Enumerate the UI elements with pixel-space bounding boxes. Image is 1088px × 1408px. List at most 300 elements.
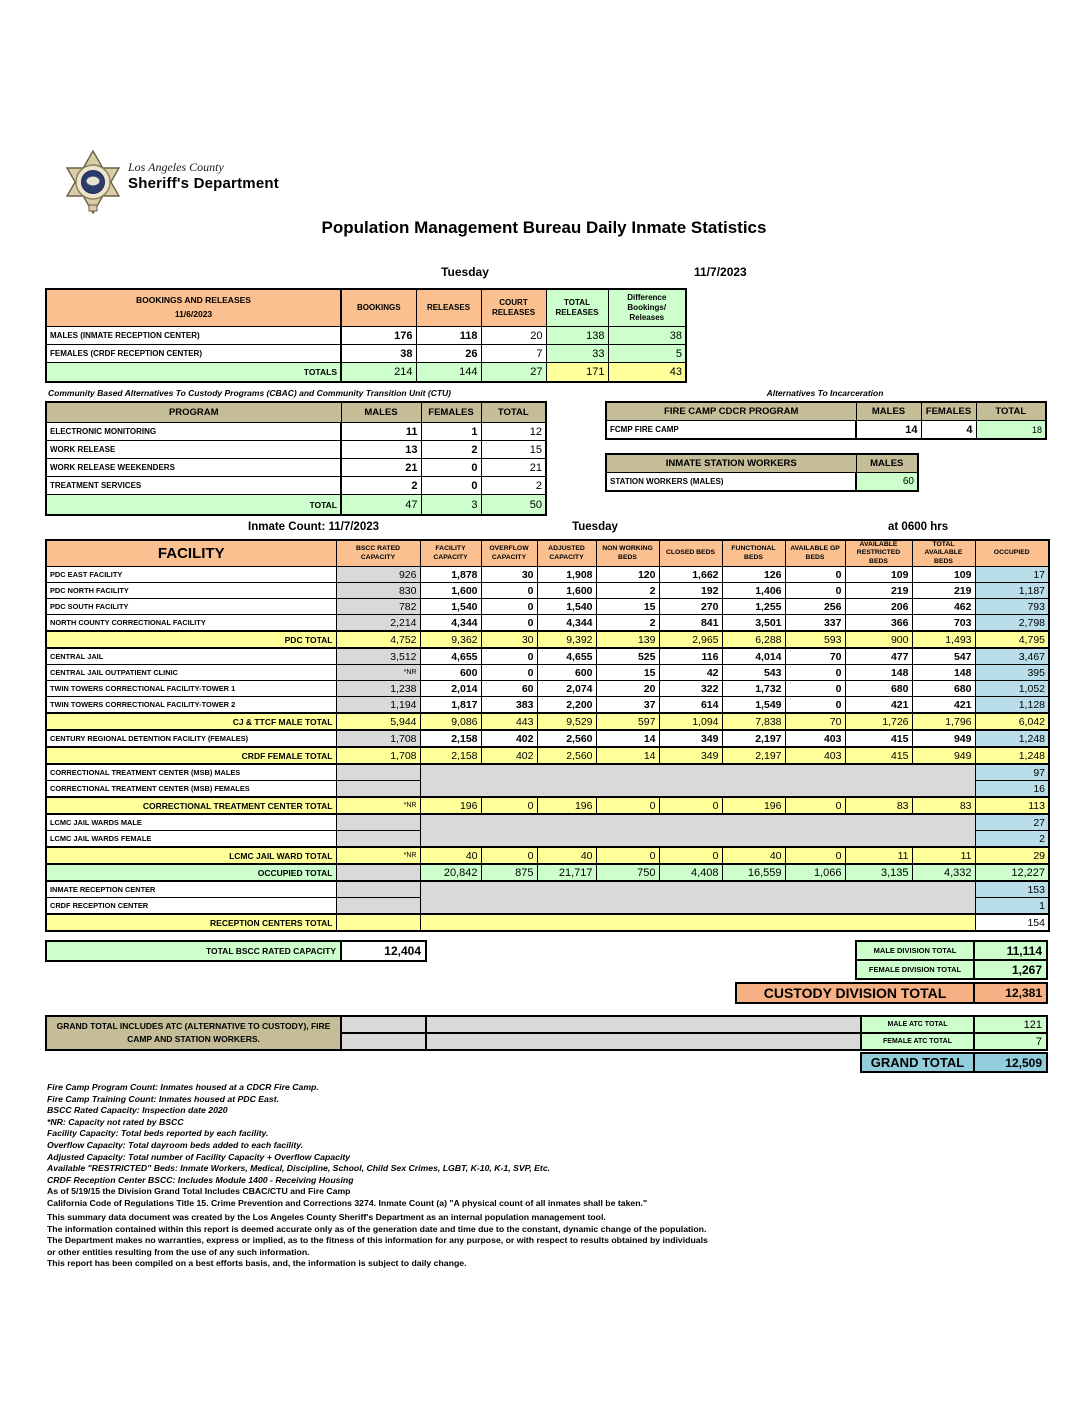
inmate-count-label: Inmate Count: 11/7/2023 xyxy=(248,521,380,533)
value-cell: 593 xyxy=(785,631,845,648)
value-cell: 383 xyxy=(481,697,537,714)
value-cell: 109 xyxy=(912,567,975,583)
value-cell: 900 xyxy=(845,631,912,648)
cbac-data-row xyxy=(46,477,546,495)
occupied-value: 27 xyxy=(975,814,1049,831)
grand-total-note: GRAND TOTAL INCLUDES ATC (ALTERNATIVE TO CUSTODY), FIRE CAMP AND STATION WORKERS. xyxy=(45,1015,342,1051)
females-value: 0 xyxy=(421,459,481,477)
totals-value: 27 xyxy=(481,363,546,383)
value-cell: 26 xyxy=(416,345,481,363)
column-header: Difference Bookings/ Releases xyxy=(608,289,686,327)
sheriff-star-icon xyxy=(62,150,124,214)
value-cell: 403 xyxy=(785,747,845,764)
facility-label: CENTURY REGIONAL DETENTION FACILITY (FEMALES) xyxy=(46,730,336,747)
bscc-capacity xyxy=(336,864,420,881)
bscc-capacity xyxy=(336,781,420,798)
grand-spacer-cell xyxy=(340,1032,427,1051)
table-row xyxy=(606,454,918,473)
value-cell: 40 xyxy=(420,847,481,864)
total-total: 50 xyxy=(481,495,546,516)
value-cell: 525 xyxy=(596,648,659,665)
value-cell: 38 xyxy=(341,345,416,363)
value-cell: 11 xyxy=(845,847,912,864)
value-cell: 270 xyxy=(659,599,722,615)
value-cell: 841 xyxy=(659,615,722,632)
row-label: FEMALES (CRDF RECEPTION CENTER) xyxy=(46,345,341,363)
bscc-capacity xyxy=(336,764,420,781)
males-value: 2 xyxy=(341,477,421,495)
value-cell: 206 xyxy=(845,599,912,615)
fire-camp-total: 18 xyxy=(976,421,1046,440)
value-cell: 421 xyxy=(912,697,975,714)
cbac-data-row xyxy=(46,423,546,441)
disclaimer-line: The Department makes no warranties, express or implied, as to the fitness of this information for any purpose, or with respect to results obtained by individuals xyxy=(47,1235,708,1246)
totals-label: TOTALS xyxy=(46,363,341,383)
totals-value: 144 xyxy=(416,363,481,383)
occupied-value: 154 xyxy=(975,914,1049,931)
value-cell: 0 xyxy=(785,567,845,583)
value-cell: 322 xyxy=(659,681,722,697)
value-cell: 14 xyxy=(596,747,659,764)
occupied-value: 16 xyxy=(975,781,1049,798)
station-workers-section xyxy=(605,453,919,492)
disclaimer-line: This summary data document was created by the Los Angeles County Sheriff's Department as an internal population management tool. xyxy=(47,1212,606,1222)
row-label: MALES (INMATE RECEPTION CENTER) xyxy=(46,327,341,345)
footnote-line: Adjusted Capacity: Total number of Facility Capacity + Overflow Capacity xyxy=(47,1151,351,1162)
footnote-line: As of 5/19/15 the Division Grand Total Includes CBAC/CTU and Fire Camp xyxy=(47,1186,351,1197)
value-cell: 1,066 xyxy=(785,864,845,881)
facility-data-row xyxy=(46,583,1049,599)
total-label: CORRECTIONAL TREATMENT CENTER TOTAL xyxy=(46,797,336,814)
column-header: FACILITY CAPACITY xyxy=(420,540,481,567)
value-cell: 402 xyxy=(481,730,537,747)
females-value: 2 xyxy=(421,441,481,459)
occupied-value: 3,467 xyxy=(975,648,1049,665)
value-cell: 2 xyxy=(596,583,659,599)
bscc-capacity: 1,194 xyxy=(336,697,420,714)
facility-label: LCMC JAIL WARDS MALE xyxy=(46,814,336,831)
males-header: MALES xyxy=(856,454,918,473)
males-value: 11 xyxy=(341,423,421,441)
occupied-value: 6,042 xyxy=(975,713,1049,730)
report-date: 11/7/2023 xyxy=(694,265,747,279)
value-cell: 750 xyxy=(596,864,659,881)
bscc-capacity xyxy=(336,914,420,931)
males-header: MALES xyxy=(856,402,921,421)
value-cell: 0 xyxy=(481,615,537,632)
value-cell: 614 xyxy=(659,697,722,714)
value-cell: 680 xyxy=(912,681,975,697)
cbac-title: Community Based Alternatives To Custody Programs (CBAC) and Community Transition Unit (CTU) xyxy=(48,388,451,398)
value-cell: 40 xyxy=(537,847,596,864)
bookings-title: BOOKINGS AND RELEASES 11/6/2023 xyxy=(46,289,341,327)
value-cell: 148 xyxy=(912,665,975,681)
value-cell: 0 xyxy=(785,583,845,599)
value-cell: 1,540 xyxy=(537,599,596,615)
value-cell: 1,662 xyxy=(659,567,722,583)
occupied-value: 153 xyxy=(975,881,1049,898)
value-cell: 703 xyxy=(912,615,975,632)
facility-label: NORTH COUNTY CORRECTIONAL FACILITY xyxy=(46,615,336,632)
column-header: CLOSED BEDS xyxy=(659,540,722,567)
table-row xyxy=(606,473,918,492)
value-cell: 1,796 xyxy=(912,713,975,730)
value-cell: 219 xyxy=(912,583,975,599)
column-header: MALES xyxy=(341,402,421,423)
value-cell: 83 xyxy=(912,797,975,814)
total-label: LCMC JAIL WARD TOTAL xyxy=(46,847,336,864)
facility-data-row xyxy=(46,697,1049,714)
program-label: ELECTRONIC MONITORING xyxy=(46,423,341,441)
reception-total-row xyxy=(46,914,1049,931)
value-cell: 0 xyxy=(785,797,845,814)
value-cell: 1,549 xyxy=(722,697,785,714)
value-cell: 2,197 xyxy=(722,730,785,747)
males-value: 21 xyxy=(341,459,421,477)
value-cell: 0 xyxy=(481,648,537,665)
value-cell: 196 xyxy=(722,797,785,814)
bookings-data-row xyxy=(46,327,686,345)
column-header: COURT RELEASES xyxy=(481,289,546,327)
occupied-value: 2,798 xyxy=(975,615,1049,632)
value-cell: 600 xyxy=(420,665,481,681)
value-cell: 60 xyxy=(481,681,537,697)
fire-camp-table xyxy=(605,401,1047,440)
occupied-value: 113 xyxy=(975,797,1049,814)
value-cell: 949 xyxy=(912,730,975,747)
facility-label: CENTRAL JAIL xyxy=(46,648,336,665)
facility-count-table xyxy=(45,539,1050,932)
facility-na-row xyxy=(46,764,1049,781)
logo-dept-text: Sheriff's Department xyxy=(128,175,279,192)
male-division-value: 11,114 xyxy=(973,940,1048,961)
total-label: RECEPTION CENTERS TOTAL xyxy=(46,914,336,931)
bscc-total-label: TOTAL BSCC RATED CAPACITY xyxy=(45,940,342,962)
value-cell: 9,086 xyxy=(420,713,481,730)
grand-total-value: 12,509 xyxy=(973,1052,1048,1073)
footnote-line: CRDF Reception Center BSCC: Includes Module 1400 - Receiving Housing xyxy=(47,1174,354,1185)
column-header: PROGRAM xyxy=(46,402,341,423)
value-cell: 1,878 xyxy=(420,567,481,583)
cbac-total-row xyxy=(46,495,546,516)
facility-label: PDC NORTH FACILITY xyxy=(46,583,336,599)
occupied-value: 97 xyxy=(975,764,1049,781)
value-cell: 6,288 xyxy=(722,631,785,648)
logo-text xyxy=(128,160,279,192)
column-header: OVERFLOW CAPACITY xyxy=(481,540,537,567)
value-cell: 2,200 xyxy=(537,697,596,714)
bscc-capacity: 1,708 xyxy=(336,730,420,747)
bookings-header-row xyxy=(46,289,686,327)
value-cell: 543 xyxy=(722,665,785,681)
female-atc-label: FEMALE ATC TOTAL xyxy=(860,1032,975,1051)
value-cell: 349 xyxy=(659,730,722,747)
value-cell: 349 xyxy=(659,747,722,764)
bscc-capacity xyxy=(336,814,420,831)
bscc-total-value: 12,404 xyxy=(340,940,427,962)
inmate-count-time: at 0600 hrs xyxy=(888,521,949,533)
value-cell: 1,817 xyxy=(420,697,481,714)
value-cell: 126 xyxy=(722,567,785,583)
value-cell: 3,135 xyxy=(845,864,912,881)
table-row xyxy=(606,421,1046,440)
value-cell: 1,406 xyxy=(722,583,785,599)
value-cell: 1,732 xyxy=(722,681,785,697)
footnote-line: Fire Camp Program Count: Inmates housed at a CDCR Fire Camp. xyxy=(47,1082,319,1092)
column-header: AVAILABLE RESTRICTED BEDS xyxy=(845,540,912,567)
female-division-value: 1,267 xyxy=(973,959,1048,980)
value-cell: 2,158 xyxy=(420,747,481,764)
value-cell: 0 xyxy=(481,797,537,814)
occupied-value: 1,248 xyxy=(975,747,1049,764)
value-cell: 2,560 xyxy=(537,730,596,747)
bscc-capacity xyxy=(336,881,420,898)
value-cell: 0 xyxy=(481,599,537,615)
value-cell: 0 xyxy=(481,847,537,864)
value-cell: 1,600 xyxy=(420,583,481,599)
not-applicable-region xyxy=(420,764,975,797)
bookings-releases-table xyxy=(45,288,687,383)
value-cell: 477 xyxy=(845,648,912,665)
value-cell: 0 xyxy=(481,665,537,681)
footnote-line: Overflow Capacity: Total dayroom beds added to each facility. xyxy=(47,1139,304,1150)
facility-total-row xyxy=(46,631,1049,648)
bscc-capacity: *NR xyxy=(336,847,420,864)
facility-header-row xyxy=(46,540,1049,567)
occupied-value: 4,795 xyxy=(975,631,1049,648)
cbac-data-row xyxy=(46,441,546,459)
bscc-capacity: *NR xyxy=(336,797,420,814)
occupied-value: 29 xyxy=(975,847,1049,864)
station-workers-table xyxy=(605,453,919,492)
total-label: PDC TOTAL xyxy=(46,631,336,648)
column-header: OCCUPIED xyxy=(975,540,1049,567)
column-header: AVAILABLE GP BEDS xyxy=(785,540,845,567)
footnotes xyxy=(47,1082,647,1210)
facility-label: PDC EAST FACILITY xyxy=(46,567,336,583)
footnote-line: Available "RESTRICTED" Beds: Inmate Workers, Medical, Discipline, School, Child Sex Crimes, LGBT, K-10, K-1, SVP, Etc. xyxy=(47,1163,551,1174)
value-cell: 138 xyxy=(546,327,608,345)
females-value: 0 xyxy=(421,477,481,495)
cbac-header-row xyxy=(46,402,546,423)
value-cell: 30 xyxy=(481,631,537,648)
value-cell: 1,255 xyxy=(722,599,785,615)
value-cell: 337 xyxy=(785,615,845,632)
value-cell: 21,717 xyxy=(537,864,596,881)
station-workers-label: STATION WORKERS (MALES) xyxy=(606,473,856,492)
fire-camp-females: 4 xyxy=(921,421,976,440)
disclaimer-line: or other entities resulting from the use of any such information. xyxy=(47,1246,310,1257)
facility-label: TWIN TOWERS CORRECTIONAL FACILITY-TOWER 2 xyxy=(46,697,336,714)
facility-total-row xyxy=(46,747,1049,764)
column-header: TOTAL RELEASES xyxy=(546,289,608,327)
value-cell: 547 xyxy=(912,648,975,665)
occupied-value: 395 xyxy=(975,665,1049,681)
value-cell: 1,726 xyxy=(845,713,912,730)
value-cell: 415 xyxy=(845,747,912,764)
value-cell: 120 xyxy=(596,567,659,583)
footnote-line: Fire Camp Training Count: Inmates housed at PDC East. xyxy=(47,1093,280,1104)
grand-spacer-cell xyxy=(425,1032,862,1051)
value-cell: 0 xyxy=(785,697,845,714)
facility-total-row xyxy=(46,797,1049,814)
value-cell: 4,344 xyxy=(420,615,481,632)
value-cell: 196 xyxy=(420,797,481,814)
value-cell: 4,344 xyxy=(537,615,596,632)
fire-camp-label: FCMP FIRE CAMP xyxy=(606,421,856,440)
value-cell: 4,332 xyxy=(912,864,975,881)
value-cell: 4,655 xyxy=(420,648,481,665)
occupied-value: 1,128 xyxy=(975,697,1049,714)
total-value: 2 xyxy=(481,477,546,495)
value-cell: 2,158 xyxy=(420,730,481,747)
column-header: FEMALES xyxy=(421,402,481,423)
females-value: 1 xyxy=(421,423,481,441)
value-cell: 83 xyxy=(845,797,912,814)
value-cell: 2,014 xyxy=(420,681,481,697)
cbac-section xyxy=(45,401,547,516)
facility-data-row xyxy=(46,665,1049,681)
bscc-capacity: 5,944 xyxy=(336,713,420,730)
table-row xyxy=(606,402,1046,421)
value-cell: 118 xyxy=(416,327,481,345)
value-cell: 403 xyxy=(785,730,845,747)
occupied-value: 2 xyxy=(975,831,1049,848)
occupied-value: 1 xyxy=(975,898,1049,915)
females-header: FEMALES xyxy=(921,402,976,421)
value-cell: 256 xyxy=(785,599,845,615)
facility-label: CRDF RECEPTION CENTER xyxy=(46,898,336,915)
facility-label: CORRECTIONAL TREATMENT CENTER (MSB) MALES xyxy=(46,764,336,781)
value-cell: 219 xyxy=(845,583,912,599)
footnote-line: Facility Capacity: Total beds reported by each facility. xyxy=(47,1128,269,1139)
cbac-table xyxy=(45,401,547,516)
bookings-releases-section xyxy=(45,288,687,383)
column-header: RELEASES xyxy=(416,289,481,327)
value-cell: 2,560 xyxy=(537,747,596,764)
value-cell: 42 xyxy=(659,665,722,681)
footnote-line: BSCC Rated Capacity: Inspection date 2020 xyxy=(47,1105,228,1116)
facility-data-row xyxy=(46,615,1049,632)
occupied-value: 1,187 xyxy=(975,583,1049,599)
bscc-capacity: 926 xyxy=(336,567,420,583)
alternatives-title: Alternatives To Incarceration xyxy=(766,388,884,398)
logo-county-text: Los Angeles County xyxy=(128,160,224,174)
occupied-value: 12,227 xyxy=(975,864,1049,881)
value-cell: 402 xyxy=(481,747,537,764)
value-cell: 0 xyxy=(785,681,845,697)
facility-data-row xyxy=(46,648,1049,665)
bscc-capacity: 830 xyxy=(336,583,420,599)
facility-label: LCMC JAIL WARDS FEMALE xyxy=(46,831,336,848)
value-cell: 15 xyxy=(596,665,659,681)
page-title: Population Management Bureau Daily Inmate Statistics xyxy=(321,218,767,237)
value-cell: 11 xyxy=(912,847,975,864)
value-cell: 192 xyxy=(659,583,722,599)
total-value: 21 xyxy=(481,459,546,477)
facility-label: PDC SOUTH FACILITY xyxy=(46,599,336,615)
totals-value: 171 xyxy=(546,363,608,383)
occupied-value: 1,052 xyxy=(975,681,1049,697)
value-cell: 3,501 xyxy=(722,615,785,632)
bscc-capacity xyxy=(336,898,420,915)
bookings-data-row xyxy=(46,345,686,363)
custody-division-label: CUSTODY DIVISION TOTAL xyxy=(735,982,975,1004)
value-cell: 15 xyxy=(596,599,659,615)
value-cell: 1,908 xyxy=(537,567,596,583)
value-cell: 366 xyxy=(845,615,912,632)
value-cell: 9,392 xyxy=(537,631,596,648)
value-cell: 443 xyxy=(481,713,537,730)
occupied-value: 17 xyxy=(975,567,1049,583)
bscc-capacity: 4,752 xyxy=(336,631,420,648)
value-cell: 109 xyxy=(845,567,912,583)
facility-data-row xyxy=(46,599,1049,615)
value-cell: 2,197 xyxy=(722,747,785,764)
occupied-total-row xyxy=(46,864,1049,881)
disclaimer-line: This report has been compiled on a best efforts basis, and, the information is subject to daily change. xyxy=(47,1258,467,1269)
value-cell: 1,540 xyxy=(420,599,481,615)
female-atc-value: 7 xyxy=(973,1032,1048,1051)
value-cell: 116 xyxy=(659,648,722,665)
total-label: CRDF FEMALE TOTAL xyxy=(46,747,336,764)
males-value: 13 xyxy=(341,441,421,459)
facility-data-row xyxy=(46,730,1049,747)
value-cell: 0 xyxy=(785,665,845,681)
value-cell: 421 xyxy=(845,697,912,714)
total-header: TOTAL xyxy=(976,402,1046,421)
total-label: TOTAL xyxy=(46,495,341,516)
value-cell: 30 xyxy=(481,567,537,583)
not-applicable-region xyxy=(420,881,975,914)
lasd-logo xyxy=(62,150,124,219)
value-cell: 680 xyxy=(845,681,912,697)
facility-label: CENTRAL JAIL OUTPATIENT CLINIC xyxy=(46,665,336,681)
value-cell: 949 xyxy=(912,747,975,764)
facility-na-row xyxy=(46,881,1049,898)
value-cell: 0 xyxy=(659,797,722,814)
male-atc-value: 121 xyxy=(973,1015,1048,1034)
value-cell: 0 xyxy=(481,583,537,599)
column-header: FACILITY xyxy=(46,540,336,567)
value-cell: 2,074 xyxy=(537,681,596,697)
value-cell: 7 xyxy=(481,345,546,363)
value-cell: 40 xyxy=(722,847,785,864)
grand-total-label: GRAND TOTAL xyxy=(860,1052,975,1073)
value-cell: 2,965 xyxy=(659,631,722,648)
column-header: FUNCTIONAL BEDS xyxy=(722,540,785,567)
value-cell: 0 xyxy=(596,797,659,814)
value-cell: 1,493 xyxy=(912,631,975,648)
value-cell: 7,838 xyxy=(722,713,785,730)
facility-data-row xyxy=(46,681,1049,697)
female-division-label: FEMALE DIVISION TOTAL xyxy=(855,959,975,980)
column-header: BSCC RATED CAPACITY xyxy=(336,540,420,567)
value-cell: 875 xyxy=(481,864,537,881)
program-label: WORK RELEASE WEEKENDERS xyxy=(46,459,341,477)
value-cell: 176 xyxy=(341,327,416,345)
cbac-data-row xyxy=(46,459,546,477)
total-label: CJ & TTCF MALE TOTAL xyxy=(46,713,336,730)
bscc-capacity xyxy=(336,831,420,848)
value-cell: 4,408 xyxy=(659,864,722,881)
occupied-value: 1,248 xyxy=(975,730,1049,747)
value-cell: 2 xyxy=(596,615,659,632)
value-cell: 4,014 xyxy=(722,648,785,665)
facility-na-row xyxy=(46,814,1049,831)
value-cell: 70 xyxy=(785,648,845,665)
bscc-capacity: 1,708 xyxy=(336,747,420,764)
